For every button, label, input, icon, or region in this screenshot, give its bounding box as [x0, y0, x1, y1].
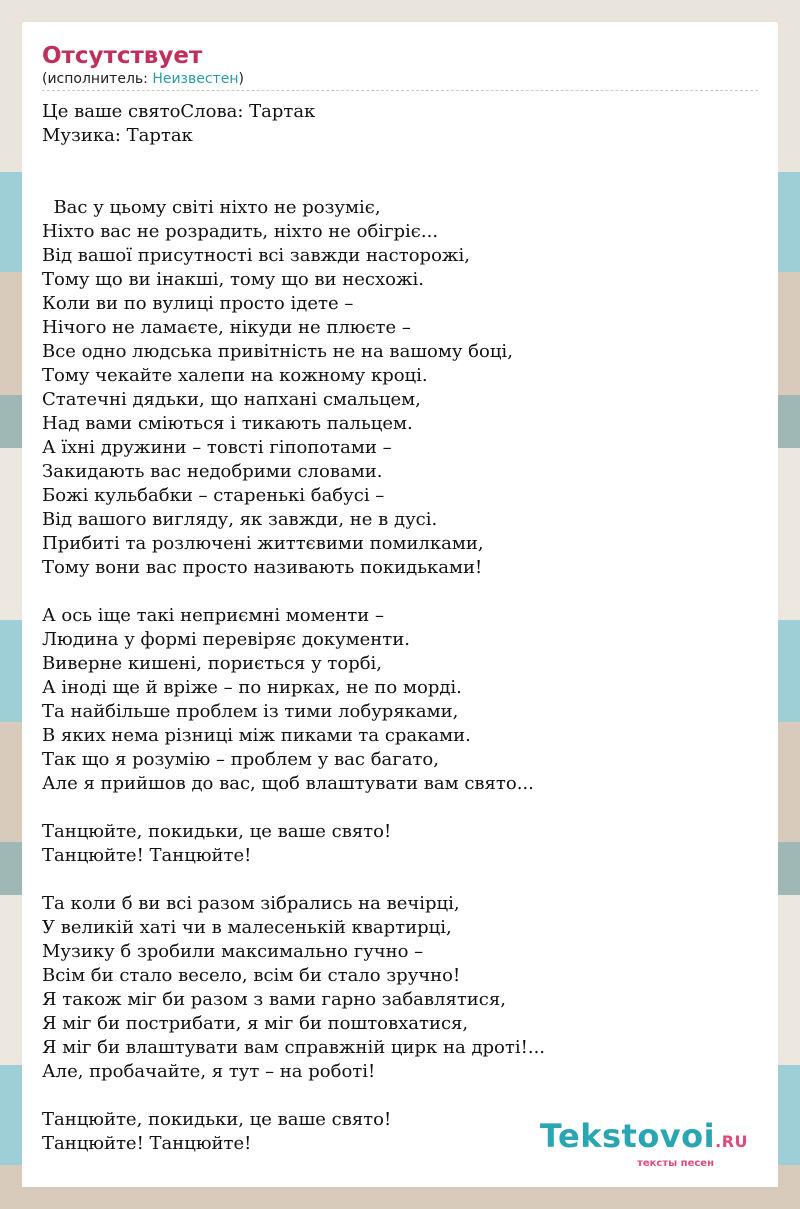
- logo-main-text: Tekstovoi: [539, 1117, 716, 1155]
- artist-link[interactable]: Неизвестен: [152, 71, 239, 87]
- lyrics-card: [22, 22, 778, 1187]
- dashed-divider: [42, 90, 758, 91]
- artist-prefix: (исполнитель:: [42, 71, 153, 87]
- logo-tagline: тексты песен: [637, 1158, 714, 1169]
- logo-wordmark: [540, 1119, 748, 1159]
- site-logo[interactable]: [539, 1117, 748, 1169]
- artist-line: [42, 70, 758, 88]
- logo-tld: .RU: [715, 1132, 748, 1151]
- lyrics-text: Це ваше святоСлова: Тартак Музика: Тартак Вас у цьому світі ніхто не розуміє, Ніхто вас не розрадить, ніхто не обігріє... Від вашої присутності всі завжди насторожі, Тому що ви інакші, тому що ви несхожі. Коли ви по вулиці просто ідете – Нічого не ламаєте, нікуди не плюєте – Все одно людська привітність не на вашому боці, Тому чекайте халепи на кожному кроці. Статечні дядьки, що напхані смальцем, Над вами сміються і тикають пальцем. А їхні дружини – товсті гіпопотами – Закидають вас недобрими словами. Божі кульбабки – старенькі бабусі – Від вашого вигляду, як завжди, не в дусі. Прибиті та розлючені життєвими помилками, Тому вони вас просто називають покидьками! А ось іще такі неприємні моменти – Людина у формі перевіряє документи. Виверне кишені, пориється у торбі, А іноді ще й вріже – по нирках, не по морді. Та найбільше проблем із тими лобуряками, В яких нема різниці між пиками та сраками. Так що я розумію – проблем у вас багато, Але я прийшов до вас, щоб влаштувати вам свято... Танцюйте, покидьки, це ваше свято! Танцюйте! Танцюйте! Та коли б ви всі разом зібрались на вечірці, У великій хаті чи в малесенькій квартирці, Музику б зробили максимально гучно – Всім би стало весело, всім би стало зручно! Я також міг би разом з вами гарно забавлятися, Я міг би пострибати, я міг би поштовхатися, Я міг би влаштувати вам справжній цирк на дроті!... Але, пробачайте, я тут – на роботі! Танцюйте, покидьки, це ваше свято! Танцюйте! Танцюйте!: [42, 101, 546, 1154]
- song-title: Отсутствует: [42, 43, 203, 69]
- artist-suffix: ): [238, 71, 244, 87]
